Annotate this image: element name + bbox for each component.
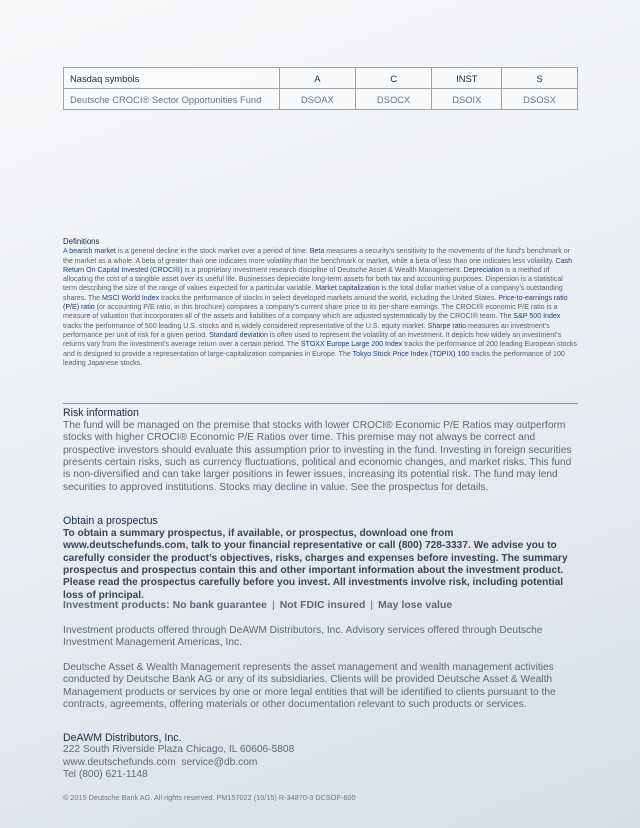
definition-term: Standard deviation xyxy=(209,331,268,339)
definition-text: is the total dollar market value of a company’s outstanding shares. The xyxy=(63,285,563,302)
risk-information-section xyxy=(63,407,578,494)
symbol-cell: DSOIX xyxy=(432,89,502,110)
distributor-section xyxy=(63,732,578,781)
nasdaq-symbols-table xyxy=(63,67,578,110)
definition-term: S&P 500 Index xyxy=(513,313,561,321)
table-header: C xyxy=(355,68,432,89)
definition-text: is often used to represent the volatility of an investment. It depicts how widely an investment’s returns vary from the investment’s average return over a certain period. The xyxy=(63,331,562,349)
risk-information-body: The fund will be managed on the premise that stocks with lower CROCI® Economic P/E Ratios may outperform stocks with higher CROCI® Economic P/E Ratios over time. This premise may not always be correct and prospective investors should evaluate this assumption prior to investing in the fund. Investing in foreign securities presents certain risks, such as currency fluctuations, political and economic changes, and market risks. This fund is non-diversified and can take larger positions in fewer issues, increasing its potential risk. The fund may lend securities to approved institutions. Stocks may decline in value. See the prospectus for details. xyxy=(63,420,572,493)
definitions-title: Definitions xyxy=(63,237,100,246)
definition-text: tracks the performance of 100 leading Japanese stocks. xyxy=(63,350,565,367)
offered-through-text: Investment products offered through DeAWM Distributors, Inc. Advisory services offered through Deutsche Investment Management Americas, Inc. xyxy=(63,625,543,649)
definition-text: tracks the performance of stocks in select developed markets around the world, including the United States. xyxy=(159,294,499,302)
symbol-cell: DSOAX xyxy=(280,89,356,110)
no-bank-guarantee: Investment products: No bank guarantee xyxy=(63,600,267,611)
distributor-address: 222 South Riverside Plaza Chicago, IL 60606-5808 xyxy=(63,744,295,756)
investment-products-line xyxy=(63,600,578,611)
definition-term: Depreciation xyxy=(463,266,504,274)
deawm-description-text: Deutsche Asset & Wealth Management represents the asset management and wealth management activities conducted by Deutsche Bank AG or any of its subsidiaries. Clients will be provided Deutsche Asset & Wealth Management products or services by one or more legal entities that will be identified to clients pursuant to the contracts, agreements, offering materials or other documentation relevant to such products or services. xyxy=(63,662,556,711)
definition-term: STOXX Europe Large 200 Index xyxy=(300,341,403,349)
definition-text: measures a security’s sensitivity to the movements of the fund’s benchmark or the market as a whole. A beta of greater than one indicates more volatility than the benchmark or market, while a beta of less than one indicates less volatility. xyxy=(63,248,570,265)
definition-text: is a general decline in the stock market over a period of time. xyxy=(115,248,310,256)
distributor-phone: Tel (800) 621-1148 xyxy=(63,768,148,780)
table-header-row xyxy=(64,68,578,89)
definition-text: tracks the performance of 200 leading European stocks and is designed to provide a representation of large-capitalization companies in Europe. The xyxy=(63,341,577,358)
prospectus-body: To obtain a summary prospectus, if available, or prospectus, download one from www.deutschefunds.com, talk to your financial representative or call (800) 728-3337. We advise you to carefully consider the product’s objectives, risks, charges and expenses before investing. The summary prospectus and prospectus contain this and other important information about the investment product. Please read the prospectus carefully before you invest. All investments involve risk, including potential loss of principal. xyxy=(63,528,568,601)
definitions-section xyxy=(63,237,578,368)
prospectus-title: Obtain a prospectus xyxy=(63,515,158,527)
definition-term: Cash Return On Capital Invested (CROCI®) xyxy=(63,257,573,274)
separator: | xyxy=(370,600,374,611)
definition-term: Beta xyxy=(309,248,325,256)
prospectus-section xyxy=(63,515,578,602)
table-header: INST xyxy=(432,68,502,89)
separator: | xyxy=(271,600,275,611)
definition-term: bearish market xyxy=(69,248,116,256)
fund-name-cell: Deutsche CROCI® Sector Opportunities Fund xyxy=(64,89,280,110)
definitions-body xyxy=(63,247,578,368)
definition-term: Sharpe ratio xyxy=(427,322,467,330)
definition-text: tracks the performance of 500 leading U.S. stocks and is widely considered representative of the U.S. equity market. xyxy=(63,322,428,330)
offered-through-section xyxy=(63,625,578,650)
definition-text: is a proprietary investment research discipline of Deutsche Asset & Wealth Management. xyxy=(182,266,464,274)
deawm-description-section xyxy=(63,662,578,711)
distributor-name: DeAWM Distributors, Inc. xyxy=(63,732,182,744)
not-fdic-insured: Not FDIC insured xyxy=(279,600,366,611)
copyright-footer: © 2015 Deutsche Bank AG. All rights reserved. PM157022 (10/15) R-34870-3 DCSOF-600 xyxy=(63,793,356,802)
table-header: Nasdaq symbols xyxy=(64,68,280,89)
table-header: A xyxy=(280,68,356,89)
definition-term: Tokyo Stock Price Index (TOPIX) 100 xyxy=(352,350,470,358)
table-row xyxy=(64,89,578,110)
table-header: S xyxy=(502,68,578,89)
definition-text: is a method of allocating the cost of a tangible asset over its useful life. Businesses depreciate long-term assets for both tax and accounting purposes. Dispersion is a statistical term describing the size of the range of values expected for a particular variable. xyxy=(63,266,563,293)
definition-term: MSCI World Index xyxy=(102,294,160,302)
section-divider xyxy=(63,403,578,404)
may-lose-value: May lose value xyxy=(378,600,453,611)
risk-information-title: Risk information xyxy=(63,407,139,419)
distributor-web: www.deutschefunds.com service@db.com xyxy=(63,756,258,768)
definition-text: measures an investment’s performance per unit of risk for a given period. xyxy=(63,322,550,339)
definition-term: Price-to-earnings ratio (P/E) ratio xyxy=(63,294,568,312)
definition-text: (or accounting P/E ratio, in this brochure) compares a company’s current share price to its per-share earnings. The CROCI® economic P/E ratio is a measure of valuation that incorporates all of the assets and liabilities of a company which are adjusted systematically by the CROCI® team. The xyxy=(63,304,558,321)
symbol-cell: DSOSX xyxy=(502,89,578,110)
definition-text: A xyxy=(63,248,70,256)
symbol-cell: DSOCX xyxy=(355,89,432,110)
definition-term: Market capitalization xyxy=(315,285,380,293)
